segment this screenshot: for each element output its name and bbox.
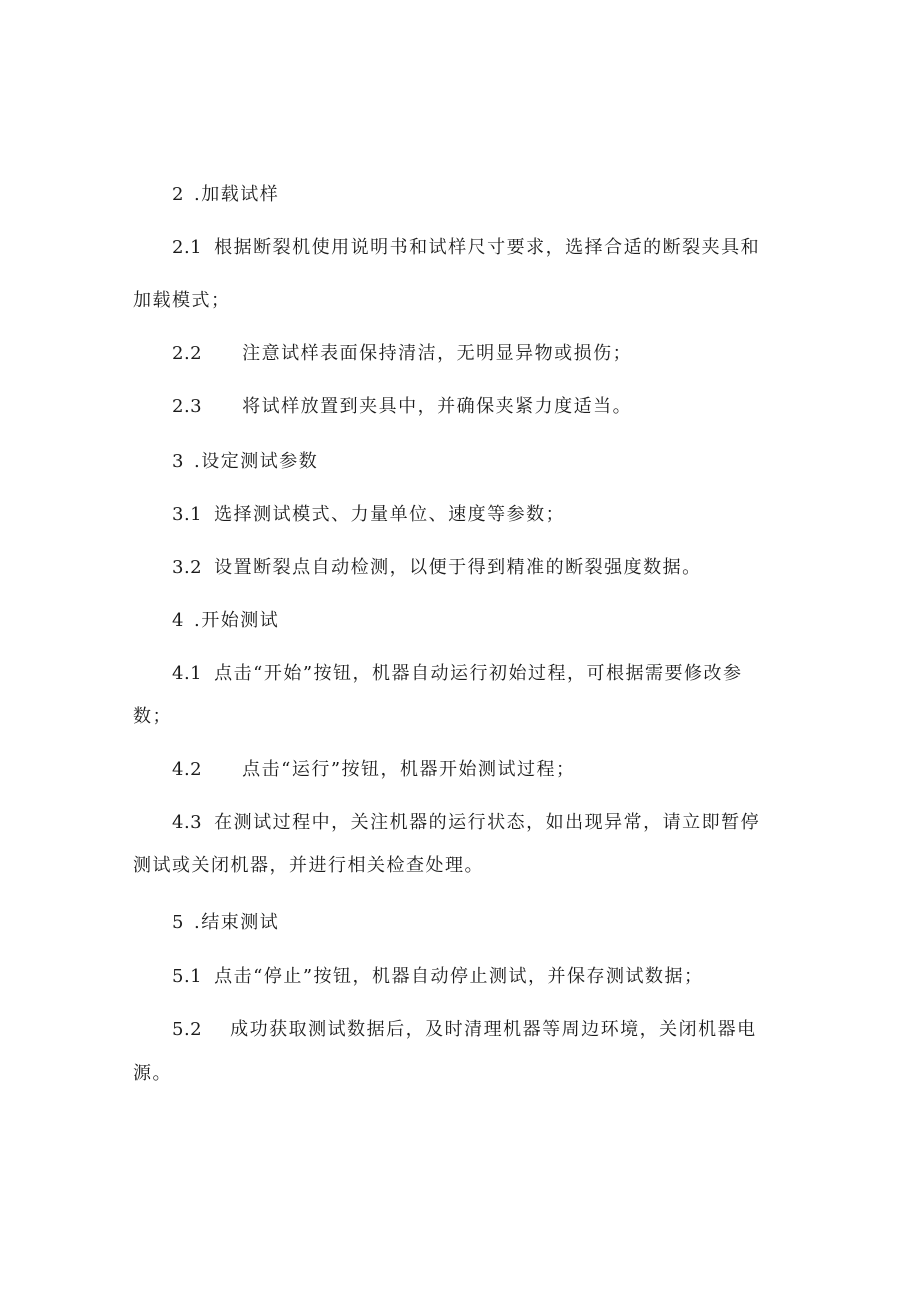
section-title: .结束测试 bbox=[194, 912, 280, 933]
item-text: 将试样放置到夹具中，并确保夹紧力度适当。 bbox=[242, 396, 633, 417]
item-4-1-continuation bbox=[133, 706, 172, 728]
item-text: 成功获取测试数据后，及时清理机器等周边环境，关闭机器电 bbox=[230, 1019, 757, 1040]
item-3-1 bbox=[172, 504, 565, 526]
item-text: 根据断裂机使用说明书和试样尺寸要求，选择合适的断裂夹具和 bbox=[214, 237, 761, 258]
item-4-3-continuation bbox=[133, 855, 484, 877]
section-title: .开始测试 bbox=[194, 610, 280, 631]
item-text: 点击“运行”按钮，机器开始测试过程； bbox=[242, 759, 576, 780]
section-heading-3 bbox=[172, 451, 318, 473]
item-4-1 bbox=[172, 663, 743, 685]
item-number: 3.2 bbox=[172, 557, 203, 578]
item-3-2 bbox=[172, 557, 702, 579]
item-number: 4.1 bbox=[172, 663, 203, 684]
item-number: 5.1 bbox=[172, 966, 203, 987]
item-2-2 bbox=[172, 343, 632, 365]
item-number: 4.3 bbox=[172, 812, 203, 833]
section-number: 4 bbox=[172, 610, 184, 631]
item-text: 选择测试模式、力量单位、速度等参数； bbox=[214, 504, 566, 525]
item-number: 2.1 bbox=[172, 237, 203, 258]
item-text: 点击“停止”按钮，机器自动停止测试，并保存测试数据； bbox=[214, 966, 704, 987]
section-heading-4 bbox=[172, 610, 279, 632]
item-5-1 bbox=[172, 966, 704, 988]
item-number: 5.2 bbox=[172, 1019, 203, 1040]
section-title: .设定测试参数 bbox=[194, 451, 319, 472]
item-2-3 bbox=[172, 396, 632, 418]
item-number: 2.3 bbox=[172, 396, 203, 417]
item-text: 设置断裂点自动检测，以便于得到精准的断裂强度数据。 bbox=[214, 557, 702, 578]
section-heading-2 bbox=[172, 184, 279, 206]
section-number: 3 bbox=[172, 451, 184, 472]
item-text-continued: 测试或关闭机器，并进行相关检查处理。 bbox=[133, 855, 484, 876]
item-5-2-continuation bbox=[133, 1063, 172, 1085]
section-heading-5 bbox=[172, 912, 279, 934]
section-title: .加载试样 bbox=[194, 184, 280, 205]
item-number: 4.2 bbox=[172, 759, 203, 780]
section-number: 2 bbox=[172, 184, 184, 205]
item-number: 2.2 bbox=[172, 343, 203, 364]
item-text-continued: 数； bbox=[133, 706, 172, 727]
item-2-1 bbox=[172, 237, 760, 259]
item-4-3 bbox=[172, 812, 760, 834]
item-number: 3.1 bbox=[172, 504, 203, 525]
item-2-1-continuation bbox=[133, 290, 231, 312]
item-text: 在测试过程中，关注机器的运行状态，如出现异常，请立即暂停 bbox=[214, 812, 761, 833]
item-text: 注意试样表面保持清洁，无明显异物或损伤； bbox=[242, 343, 633, 364]
section-number: 5 bbox=[172, 912, 184, 933]
item-text-continued: 加载模式； bbox=[133, 290, 231, 311]
item-text: 点击“开始”按钮，机器自动运行初始过程，可根据需要修改参 bbox=[214, 663, 743, 684]
item-text-continued: 源。 bbox=[133, 1063, 172, 1084]
item-5-2 bbox=[172, 1019, 757, 1041]
item-4-2 bbox=[172, 759, 576, 781]
